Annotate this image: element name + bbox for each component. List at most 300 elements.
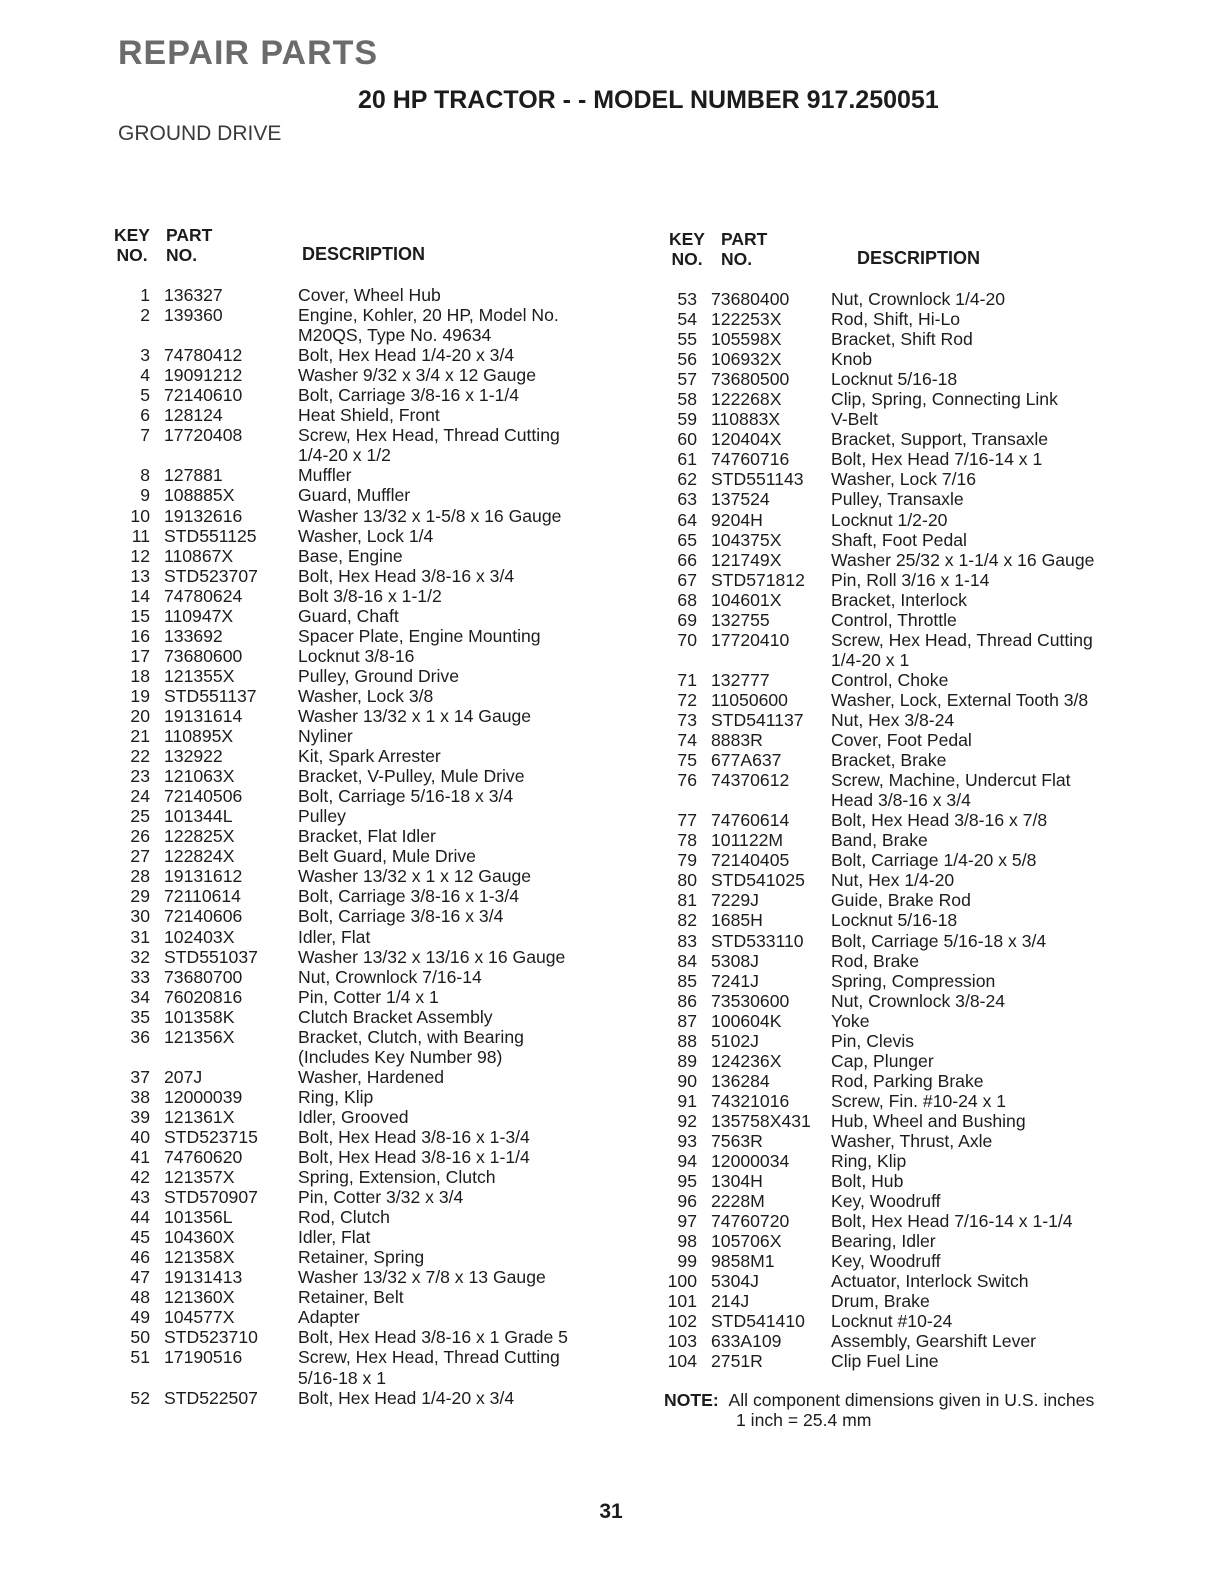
part-number: 73530600 <box>711 990 790 1011</box>
description-line: Cover, Wheel Hub <box>298 285 441 305</box>
table-row <box>661 1251 1171 1271</box>
description-line: Pin, Clevis <box>831 1030 915 1051</box>
part-number: 121063X <box>164 766 235 787</box>
table-row <box>661 1351 1171 1371</box>
table-row <box>106 606 626 626</box>
description-line: Idler, Flat <box>298 926 371 947</box>
table-row <box>106 686 626 706</box>
part-number: 2228M <box>711 1191 765 1212</box>
table-row <box>661 530 1171 550</box>
description-line: Control, Throttle <box>831 609 957 630</box>
part-description <box>260 686 626 706</box>
key-number: 6 <box>140 405 150 426</box>
table-row <box>106 806 626 826</box>
description-line: Pulley, Ground Drive <box>298 665 460 686</box>
description-line: Rod, Shift, Hi-Lo <box>831 309 961 330</box>
part-number: 122268X <box>711 389 782 410</box>
key-number: 22 <box>130 746 150 767</box>
part-number: 106932X <box>711 349 782 370</box>
key-number: 102 <box>667 1311 697 1332</box>
part-number: 110947X <box>164 605 234 626</box>
part-description <box>260 526 626 546</box>
part-description <box>807 1151 1171 1171</box>
table-row <box>106 826 626 846</box>
table-row <box>661 830 1171 850</box>
key-number: 39 <box>130 1106 150 1127</box>
table-row <box>106 425 626 465</box>
part-description <box>807 991 1171 1011</box>
description-line: Bolt, Carriage 3/8-16 x 1-3/4 <box>298 886 520 907</box>
key-number: 70 <box>677 629 697 650</box>
table-row <box>661 1131 1171 1151</box>
part-number: 7241J <box>711 970 759 991</box>
description-line: 1/4-20 x 1/2 <box>298 445 391 466</box>
part-description <box>260 1227 626 1247</box>
description-line: Nyliner <box>298 726 353 747</box>
part-description <box>807 1091 1171 1111</box>
description-line: Head 3/8-16 x 3/4 <box>831 790 971 811</box>
table-row <box>106 305 626 345</box>
table-row <box>106 927 626 947</box>
key-number: 85 <box>677 970 697 991</box>
key-number: 4 <box>140 365 150 386</box>
description-line: Kit, Spark Arrester <box>298 746 441 767</box>
description-line: Clutch Bracket Assembly <box>298 1006 493 1027</box>
table-row <box>661 1031 1171 1051</box>
part-no-header: PART NO. <box>166 225 213 265</box>
table-row <box>106 1247 626 1267</box>
part-number: 12000039 <box>164 1086 243 1107</box>
part-description <box>260 1347 626 1387</box>
key-number: 89 <box>677 1050 697 1071</box>
part-number: STD551125 <box>164 525 257 546</box>
description-line: Ring, Klip <box>831 1151 907 1172</box>
description-line: Pin, Cotter 3/32 x 3/4 <box>298 1187 464 1208</box>
key-number: 56 <box>677 349 697 370</box>
key-number: 9 <box>140 485 150 506</box>
part-number: 121356X <box>164 1026 235 1047</box>
key-number: 25 <box>130 806 150 827</box>
part-number: 122824X <box>164 846 235 867</box>
part-description <box>260 666 626 686</box>
part-description <box>807 469 1171 489</box>
part-number: 74760614 <box>711 810 790 831</box>
description-line: Cap, Plunger <box>831 1050 934 1071</box>
table-row <box>661 369 1171 389</box>
part-description <box>260 305 626 345</box>
description-line: Bolt, Carriage 3/8-16 x 1-1/4 <box>298 385 520 406</box>
part-number: 5304J <box>711 1271 759 1292</box>
key-number: 59 <box>677 409 697 430</box>
table-row <box>106 1267 626 1287</box>
table-row <box>106 526 626 546</box>
part-number: 101356L <box>164 1207 233 1228</box>
description-line: Spacer Plate, Engine Mounting <box>298 625 541 646</box>
key-number: 72 <box>677 689 697 710</box>
description-line: Muffler <box>298 465 352 486</box>
part-description <box>807 590 1171 610</box>
part-number: 110883X <box>711 409 781 430</box>
description-line: Nut, Hex 1/4-20 <box>831 870 955 891</box>
table-row <box>661 870 1171 890</box>
key-number: 62 <box>677 469 697 490</box>
key-number: 98 <box>677 1231 697 1252</box>
key-number: 2 <box>140 305 150 326</box>
key-number: 38 <box>130 1086 150 1107</box>
key-number: 30 <box>130 906 150 927</box>
table-row <box>106 485 626 505</box>
part-description <box>260 1107 626 1127</box>
key-number: 1 <box>140 285 150 305</box>
description-line: Locknut 5/16-18 <box>831 369 958 390</box>
key-number: 63 <box>677 489 697 510</box>
part-description <box>807 690 1171 710</box>
part-number: 73680400 <box>711 289 790 309</box>
part-number: 7563R <box>711 1130 763 1151</box>
part-number: 2751R <box>711 1351 763 1372</box>
description-line: Washer 9/32 x 3/4 x 12 Gauge <box>298 365 536 386</box>
part-number: 5308J <box>711 950 759 971</box>
parts-list-right <box>661 229 1171 1372</box>
key-number: 93 <box>677 1130 697 1151</box>
key-number: 16 <box>130 625 150 646</box>
part-description <box>260 1327 626 1347</box>
part-number: 121355X <box>164 665 235 686</box>
description-line: Guard, Muffler <box>298 485 411 506</box>
key-number: 101 <box>667 1291 697 1312</box>
part-number: 9858M1 <box>711 1251 775 1272</box>
part-description <box>260 1147 626 1167</box>
table-row <box>661 730 1171 750</box>
part-description <box>807 1191 1171 1211</box>
part-description <box>807 1131 1171 1151</box>
key-no-header: KEY NO. <box>669 229 705 269</box>
table-row <box>106 465 626 485</box>
description-line: Engine, Kohler, 20 HP, Model No. <box>298 305 559 326</box>
part-number: STD551137 <box>164 685 257 706</box>
description-line: Screw, Hex Head, Thread Cutting <box>298 1347 560 1368</box>
description-line: V-Belt <box>831 409 878 430</box>
part-number: 74760716 <box>711 449 790 470</box>
part-description <box>260 626 626 646</box>
part-description <box>260 726 626 746</box>
key-number: 13 <box>130 565 150 586</box>
description-line: Bolt, Carriage 5/16-18 x 3/4 <box>298 786 514 807</box>
part-number: STD571812 <box>711 569 805 590</box>
part-number: STD523710 <box>164 1327 258 1348</box>
part-number: STD541025 <box>711 870 805 891</box>
part-description <box>260 566 626 586</box>
table-row <box>661 469 1171 489</box>
key-number: 45 <box>130 1227 150 1248</box>
description-line: Spring, Extension, Clutch <box>298 1167 496 1188</box>
part-number: 74370612 <box>711 770 790 791</box>
description-line: Retainer, Belt <box>298 1287 404 1308</box>
table-row <box>661 1011 1171 1031</box>
part-description <box>807 349 1171 369</box>
table-row <box>106 506 626 526</box>
table-row <box>661 971 1171 991</box>
description-line: Bolt, Carriage 5/16-18 x 3/4 <box>831 930 1047 951</box>
key-number: 12 <box>130 545 150 566</box>
table-row <box>106 886 626 906</box>
table-row <box>106 786 626 806</box>
table-row <box>661 1111 1171 1131</box>
table-row <box>661 931 1171 951</box>
part-description <box>807 770 1171 810</box>
table-row <box>106 1327 626 1347</box>
key-number: 69 <box>677 609 697 630</box>
note-line-2: 1 inch = 25.4 mm <box>736 1410 872 1430</box>
part-number: 124236X <box>711 1050 782 1071</box>
key-number: 71 <box>677 669 697 690</box>
description-line: Hub, Wheel and Bushing <box>831 1110 1026 1131</box>
description-line: Bracket, Support, Transaxle <box>831 429 1049 450</box>
part-number: 72140606 <box>164 906 243 927</box>
table-row <box>106 766 626 786</box>
description-line: Pin, Cotter 1/4 x 1 <box>298 986 439 1007</box>
part-description <box>260 967 626 987</box>
part-number: 101358K <box>164 1006 235 1027</box>
table-row <box>106 666 626 686</box>
table-row <box>661 770 1171 810</box>
part-description <box>807 951 1171 971</box>
description-line: Bolt, Hex Head 7/16-14 x 1 <box>831 449 1043 470</box>
part-number: 214J <box>711 1291 750 1312</box>
description-line: Ring, Klip <box>298 1086 374 1107</box>
table-row <box>661 1071 1171 1091</box>
part-description <box>260 1187 626 1207</box>
part-description <box>807 750 1171 770</box>
description-line: Locknut 1/2-20 <box>831 509 948 530</box>
table-row <box>106 1187 626 1207</box>
key-number: 65 <box>677 529 697 550</box>
part-description <box>807 850 1171 870</box>
table-row <box>106 566 626 586</box>
key-number: 94 <box>677 1151 697 1172</box>
key-number: 46 <box>130 1247 150 1268</box>
part-description <box>807 610 1171 630</box>
dimensions-note <box>664 1390 1094 1430</box>
table-row <box>106 846 626 866</box>
key-number: 21 <box>130 726 150 747</box>
table-row <box>661 850 1171 870</box>
key-number: 97 <box>677 1211 697 1232</box>
table-row <box>106 586 626 606</box>
key-number: 15 <box>130 605 150 626</box>
part-number: 633A109 <box>711 1331 782 1352</box>
part-number: 72140610 <box>164 385 243 406</box>
key-number: 55 <box>677 329 697 350</box>
description-line: Washer 13/32 x 1-5/8 x 16 Gauge <box>298 505 562 526</box>
table-row <box>106 726 626 746</box>
description-line: Nut, Crownlock 3/8-24 <box>831 990 1006 1011</box>
table-row <box>106 1207 626 1227</box>
part-number: 72110614 <box>164 886 241 907</box>
part-number: STD523715 <box>164 1126 258 1147</box>
description-line: Shaft, Foot Pedal <box>831 529 967 550</box>
table-row <box>661 550 1171 570</box>
table-row <box>661 570 1171 590</box>
part-number: 133692 <box>164 625 223 646</box>
parts-list-left <box>106 225 626 1408</box>
key-number: 79 <box>677 850 697 871</box>
description-line: Bolt, Hex Head 1/4-20 x 3/4 <box>298 1387 515 1408</box>
part-description <box>260 1167 626 1187</box>
part-description <box>260 425 626 465</box>
table-row <box>661 890 1171 910</box>
key-number: 3 <box>140 345 150 366</box>
part-number: 17190516 <box>164 1347 243 1368</box>
key-number: 14 <box>130 585 150 606</box>
part-description <box>807 570 1171 590</box>
part-number: 136284 <box>711 1070 770 1091</box>
part-description <box>260 1388 626 1408</box>
table-row <box>661 710 1171 730</box>
part-description <box>807 289 1171 309</box>
part-description <box>807 329 1171 349</box>
key-number: 82 <box>677 910 697 931</box>
part-description <box>260 846 626 866</box>
part-number: 110867X <box>164 545 234 566</box>
table-row <box>661 690 1171 710</box>
key-number: 34 <box>130 986 150 1007</box>
part-description <box>807 1351 1171 1371</box>
description-line: Locknut #10-24 <box>831 1311 953 1332</box>
key-number: 74 <box>677 730 697 751</box>
table-row <box>106 1307 626 1327</box>
part-description <box>260 586 626 606</box>
table-row <box>661 409 1171 429</box>
description-line: Idler, Flat <box>298 1227 371 1248</box>
table-row <box>661 389 1171 409</box>
part-description <box>807 530 1171 550</box>
part-description <box>260 405 626 425</box>
table-row <box>661 449 1171 469</box>
description-line: Rod, Brake <box>831 950 920 971</box>
description-line: Spring, Compression <box>831 970 996 991</box>
part-description <box>807 670 1171 690</box>
table-row <box>106 626 626 646</box>
table-row <box>661 1091 1171 1111</box>
description-line: Bolt, Hex Head 3/8-16 x 1 Grade 5 <box>298 1327 568 1348</box>
table-row <box>106 345 626 365</box>
description-line: Washer, Lock, External Tooth 3/8 <box>831 689 1089 710</box>
part-number: 73680700 <box>164 966 243 987</box>
part-description <box>807 1171 1171 1191</box>
key-number: 68 <box>677 589 697 610</box>
table-row <box>106 1067 626 1087</box>
part-number: 104601X <box>711 589 782 610</box>
table-row <box>106 1287 626 1307</box>
table-row <box>661 1211 1171 1231</box>
key-number: 84 <box>677 950 697 971</box>
table-row <box>661 329 1171 349</box>
description-line: Pulley, Transaxle <box>831 489 964 510</box>
part-description <box>807 369 1171 389</box>
part-description <box>260 485 626 505</box>
column-headers <box>661 229 1171 289</box>
part-number: 108885X <box>164 485 235 506</box>
part-description <box>807 931 1171 951</box>
key-number: 86 <box>677 990 697 1011</box>
key-number: 81 <box>677 890 697 911</box>
part-description <box>260 866 626 886</box>
description-line: (Includes Key Number 98) <box>298 1046 503 1067</box>
description-line: Nut, Hex 3/8-24 <box>831 709 955 730</box>
table-row <box>106 546 626 566</box>
description-line: Washer 13/32 x 1 x 14 Gauge <box>298 705 532 726</box>
description-line: Washer, Thrust, Axle <box>831 1130 993 1151</box>
description-line: Nut, Crownlock 1/4-20 <box>831 289 1006 309</box>
description-line: Bolt, Hex Head 3/8-16 x 1-3/4 <box>298 1126 530 1147</box>
description-line: Bolt, Hub <box>831 1171 904 1192</box>
table-row <box>106 1388 626 1408</box>
part-description <box>807 1011 1171 1031</box>
part-description <box>260 886 626 906</box>
part-number: 128124 <box>164 405 223 426</box>
table-row <box>661 1311 1171 1331</box>
part-number: 74760720 <box>711 1211 790 1232</box>
part-number: 121357X <box>164 1167 235 1188</box>
key-number: 47 <box>130 1267 150 1288</box>
table-row <box>106 1007 626 1027</box>
description-line: Drum, Brake <box>831 1291 930 1312</box>
description-line: Base, Engine <box>298 545 403 566</box>
part-description <box>807 1211 1171 1231</box>
description-line: Guide, Brake Rod <box>831 890 971 911</box>
part-description <box>807 550 1171 570</box>
part-number: 102403X <box>164 926 235 947</box>
part-description <box>260 646 626 666</box>
part-number: 9204H <box>711 509 763 530</box>
part-number: 17720408 <box>164 425 243 446</box>
description-line: Clip Fuel Line <box>831 1351 939 1372</box>
part-number: 121358X <box>164 1247 235 1268</box>
key-number: 61 <box>677 449 697 470</box>
description-line: Yoke <box>831 1010 870 1031</box>
table-row <box>661 910 1171 930</box>
key-number: 18 <box>130 665 150 686</box>
key-number: 29 <box>130 886 150 907</box>
part-number: 5102J <box>711 1030 759 1051</box>
parts-rows <box>106 285 626 1408</box>
key-number: 43 <box>130 1187 150 1208</box>
key-number: 100 <box>667 1271 697 1292</box>
note-line-1: All component dimensions given in U.S. inches <box>728 1390 1095 1410</box>
key-number: 64 <box>677 509 697 530</box>
part-number: 110895X <box>164 726 234 747</box>
key-number: 28 <box>130 866 150 887</box>
table-row <box>106 1227 626 1247</box>
table-row <box>661 1271 1171 1291</box>
part-number: 76020816 <box>164 986 243 1007</box>
part-description <box>807 1271 1171 1291</box>
part-number: 19091212 <box>164 365 243 386</box>
key-number: 78 <box>677 830 697 851</box>
key-number: 75 <box>677 750 697 771</box>
key-number: 24 <box>130 786 150 807</box>
description-line: Washer, Hardened <box>298 1066 445 1087</box>
key-number: 99 <box>677 1251 697 1272</box>
part-description <box>260 786 626 806</box>
table-row <box>661 951 1171 971</box>
table-row <box>661 349 1171 369</box>
part-number: 132755 <box>711 609 770 630</box>
part-number: 19131612 <box>164 866 243 887</box>
part-number: STD541137 <box>711 709 804 730</box>
part-number: 207J <box>164 1066 203 1087</box>
